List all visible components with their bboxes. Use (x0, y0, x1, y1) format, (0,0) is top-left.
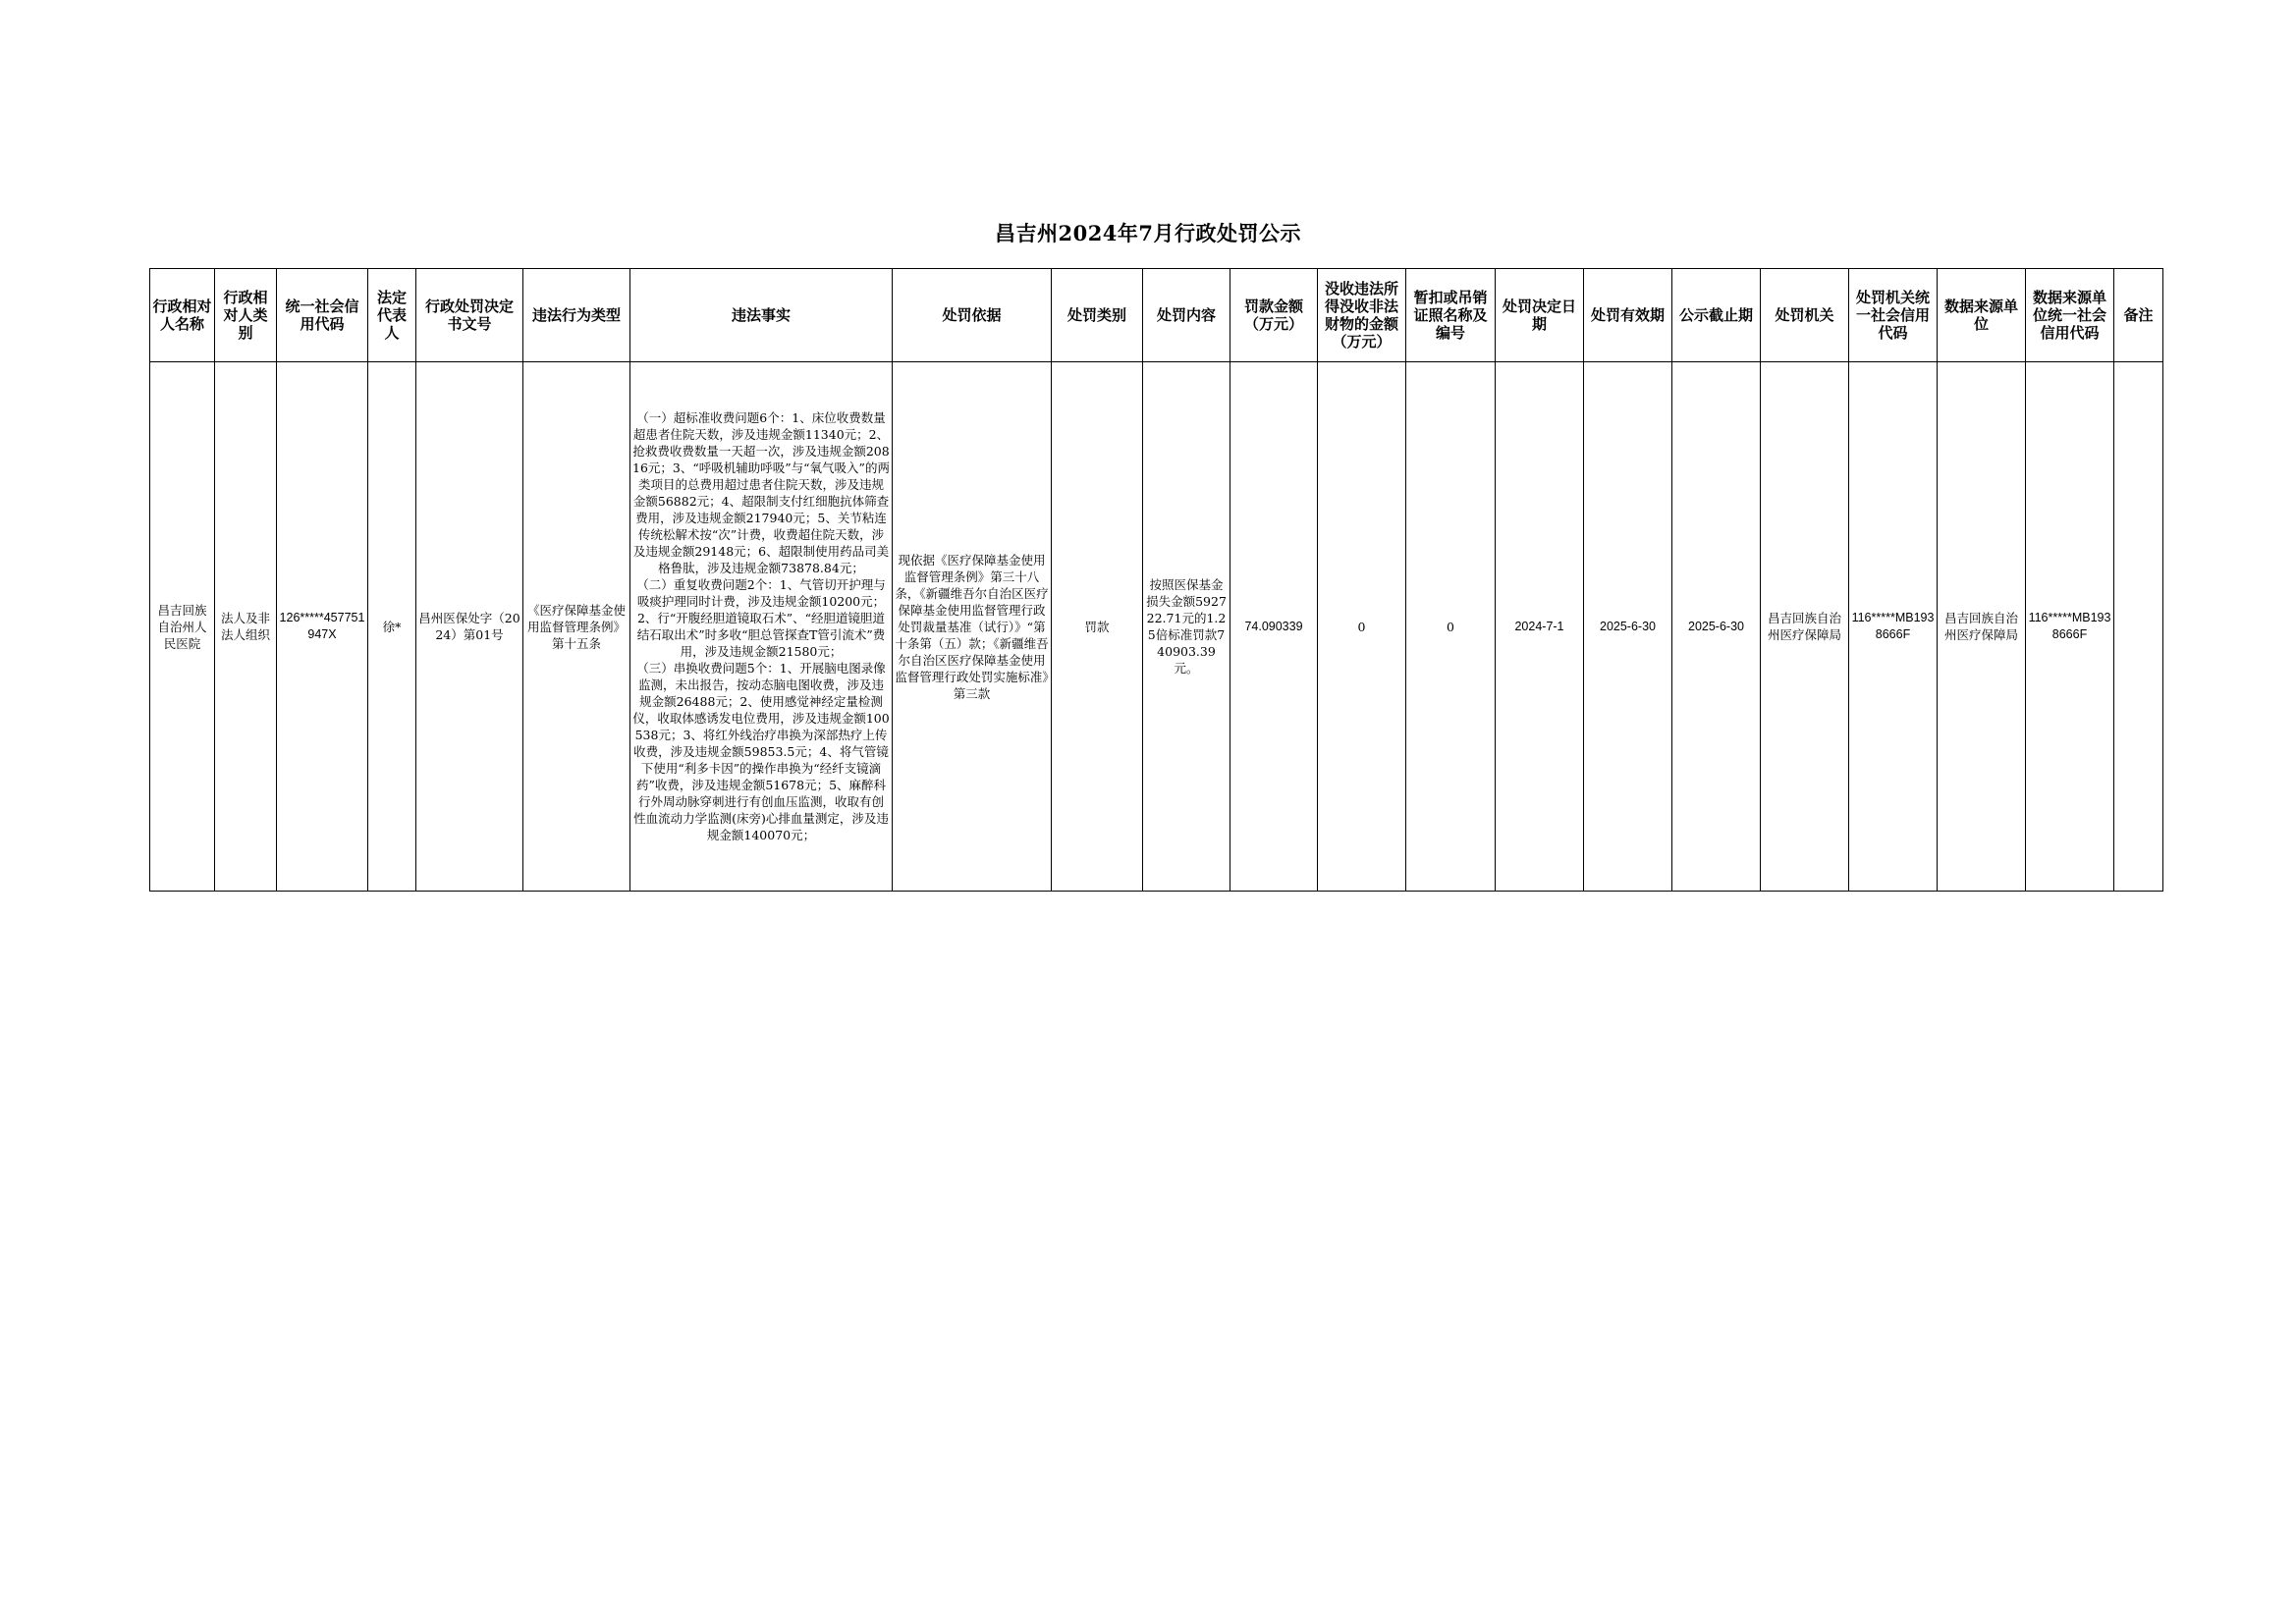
cell-valid-until: 2025-6-30 (1584, 362, 1672, 892)
cell-legal-rep: 徐* (368, 362, 416, 892)
header-fine: 罚款金额（万元） (1230, 269, 1318, 362)
header-party-name: 行政相对人名称 (150, 269, 215, 362)
header-authority-code: 处罚机关统一社会信用代码 (1849, 269, 1938, 362)
header-source-code: 数据来源单位统一社会信用代码 (2026, 269, 2114, 362)
facts-paragraph-3: （三）串换收费问题5个：1、开展脑电图录像监测，未出报告，按动态脑电图收费，涉及违规金额26488元；2、使用感觉神经定量检测仪，收取体感诱发电位费用，涉及违规金额100538元；3、将红外线治疗串换为深部热疗上传收费，涉及违规金额59853.5元；4、将气管镜下使用“利多卡因”的操作串换为“经纤支镜滴药”收费，涉及违规金额51678元；5、麻醉科行外周动脉穿刺进行有创血压监测，收取有创性血流动力学监测(床旁)心排血量测定，涉及违规金额140070元； (632, 661, 890, 842)
cell-content: 按照医保基金损失金额592722.71元的1.25倍标准罚款740903.39元。 (1143, 362, 1230, 892)
header-row (150, 269, 2163, 362)
header-decision-no: 行政处罚决定书文号 (416, 269, 523, 362)
header-authority: 处罚机关 (1761, 269, 1849, 362)
header-content: 处罚内容 (1143, 269, 1230, 362)
header-party-type: 行政相对人类别 (215, 269, 277, 362)
cell-fine: 74.090339 (1230, 362, 1318, 892)
header-confiscation: 没收违法所得没收非法财物的金额（万元） (1318, 269, 1406, 362)
cell-category: 罚款 (1052, 362, 1143, 892)
header-source-unit: 数据来源单位 (1938, 269, 2026, 362)
header-credit-code: 统一社会信用代码 (277, 269, 368, 362)
cell-authority-code: 116*****MB1938666F (1849, 362, 1938, 892)
cell-source-code: 116*****MB1938666F (2026, 362, 2114, 892)
table-row (150, 362, 2163, 892)
header-valid-until: 处罚有效期 (1584, 269, 1672, 362)
header-facts: 违法事实 (630, 269, 893, 362)
cell-decision-date: 2024-7-1 (1496, 362, 1584, 892)
cell-remarks (2114, 362, 2163, 892)
cell-decision-no: 昌州医保处字（2024）第01号 (416, 362, 523, 892)
cell-license: 0 (1406, 362, 1496, 892)
facts-paragraph-1: （一）超标准收费问题6个：1、床位收费数量超患者住院天数，涉及违规金额11340元；2、抢救费收费数量一天超一次，涉及违规金额20816元；3、“呼吸机辅助呼吸”与“氧气吸入”的两类项目的总费用超过患者住院天数，涉及违规金额56882元；4、超限制支付红细胞抗体筛查费用，涉及违规金额217940元；5、关节粘连传统松解术按“次”计费，收费超住院天数，涉及违规金额29148元；6、超限制使用药品司美格鲁肽，涉及违规金额73878.84元； (632, 410, 890, 575)
header-basis: 处罚依据 (893, 269, 1052, 362)
header-license: 暂扣或吊销证照名称及编号 (1406, 269, 1496, 362)
page-title: 昌吉州2024年7月行政处罚公示 (994, 221, 1302, 245)
cell-credit-code: 126*****457751947X (277, 362, 368, 892)
cell-violation-type: 《医疗保障基金使用监督管理条例》第十五条 (523, 362, 630, 892)
cell-authority: 昌吉回族自治州医疗保障局 (1761, 362, 1849, 892)
cell-publicity-deadline: 2025-6-30 (1672, 362, 1761, 892)
cell-basis: 现依据《医疗保障基金使用监督管理条例》第三十八条，《新疆维吾尔自治区医疗保障基金使用监督管理行政处罚裁量基准（试行）》“第十条第（五）款；《新疆维吾尔自治区医疗保障基金使用监督管理行政处罚实施标准》第三款 (893, 362, 1052, 892)
cell-confiscation: 0 (1318, 362, 1406, 892)
penalty-table (149, 268, 2163, 892)
header-legal-rep: 法定代表人 (368, 269, 416, 362)
header-violation-type: 违法行为类型 (523, 269, 630, 362)
cell-party-name: 昌吉回族自治州人民医院 (150, 362, 215, 892)
cell-facts (630, 362, 893, 892)
facts-paragraph-2: （二）重复收费问题2个：1、气管切开护理与吸痰护理同时计费，涉及违规金额10200元；2、行“开腹经胆道镜取石术”、“经胆道镜胆道结石取出术”时多收“胆总管探查T管引流术”费用，涉及违规金额21580元； (636, 577, 886, 659)
cell-source-unit: 昌吉回族自治州医疗保障局 (1938, 362, 2026, 892)
header-remarks: 备注 (2114, 269, 2163, 362)
header-decision-date: 处罚决定日期 (1496, 269, 1584, 362)
cell-party-type: 法人及非法人组织 (215, 362, 277, 892)
header-category: 处罚类别 (1052, 269, 1143, 362)
header-publicity-deadline: 公示截止期 (1672, 269, 1761, 362)
